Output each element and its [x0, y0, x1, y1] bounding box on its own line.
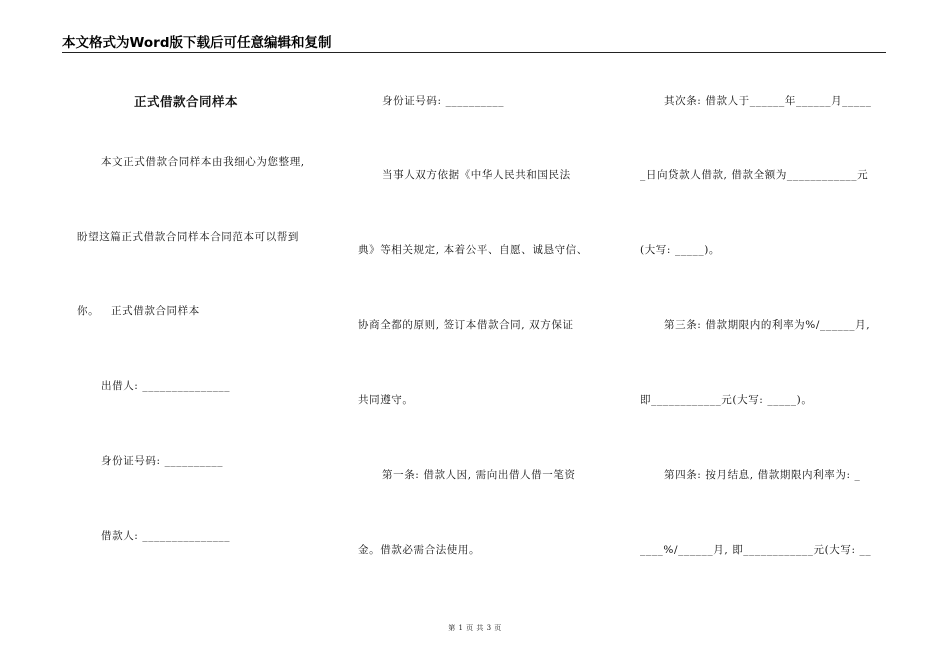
body-line: 金。借款必需合法使用。: [358, 544, 481, 556]
document-title: 正式借款合同样本: [134, 94, 239, 109]
body-line: 共同遵守。: [358, 394, 414, 406]
lender-id-field: 身份证号码: __________: [101, 455, 224, 467]
article-3: 第三条: 借款期限内的利率为%/______月,: [664, 319, 871, 331]
body-line: _日向贷款人借款, 借款全额为____________元: [640, 169, 869, 181]
borrower-id-field: 身份证号码: __________: [382, 95, 505, 107]
lender-field: 出借人: _______________: [101, 380, 231, 392]
body-line: 典》等相关规定, 本着公平、自愿、诚恳守信、: [358, 244, 588, 256]
body-line: 即____________元(大写: _____)。: [640, 394, 813, 406]
download-banner: 本文格式为Word版下载后可任意编辑和复制: [62, 34, 886, 53]
body-line: 协商全都的原则, 签订本借款合同, 双方保证: [358, 319, 574, 331]
borrower-field: 借款人: _______________: [101, 530, 231, 542]
body-line: (大写: _____)。: [640, 244, 721, 256]
body-line: ____%/______月, 即____________元(大写: __: [640, 544, 872, 556]
article-4: 第四条: 按月结息, 借款期限内利率为: _: [664, 469, 861, 481]
article-1: 第一条: 借款人因, 需向出借人借一笔资: [382, 469, 576, 481]
body-line: 当事人双方依据《中华人民共和国民法: [382, 169, 571, 181]
article-2: 其次条: 借款人于______年______月_____: [664, 95, 872, 107]
page-number: 第 1 页 共 3 页: [448, 624, 502, 632]
body-line: 本文正式借款合同样本由我细心为您整理,: [101, 156, 305, 168]
body-line: 你。 正式借款合同样本: [77, 305, 200, 317]
body-line: 盼望这篇正式借款合同样本合同范本可以帮到: [77, 231, 299, 243]
